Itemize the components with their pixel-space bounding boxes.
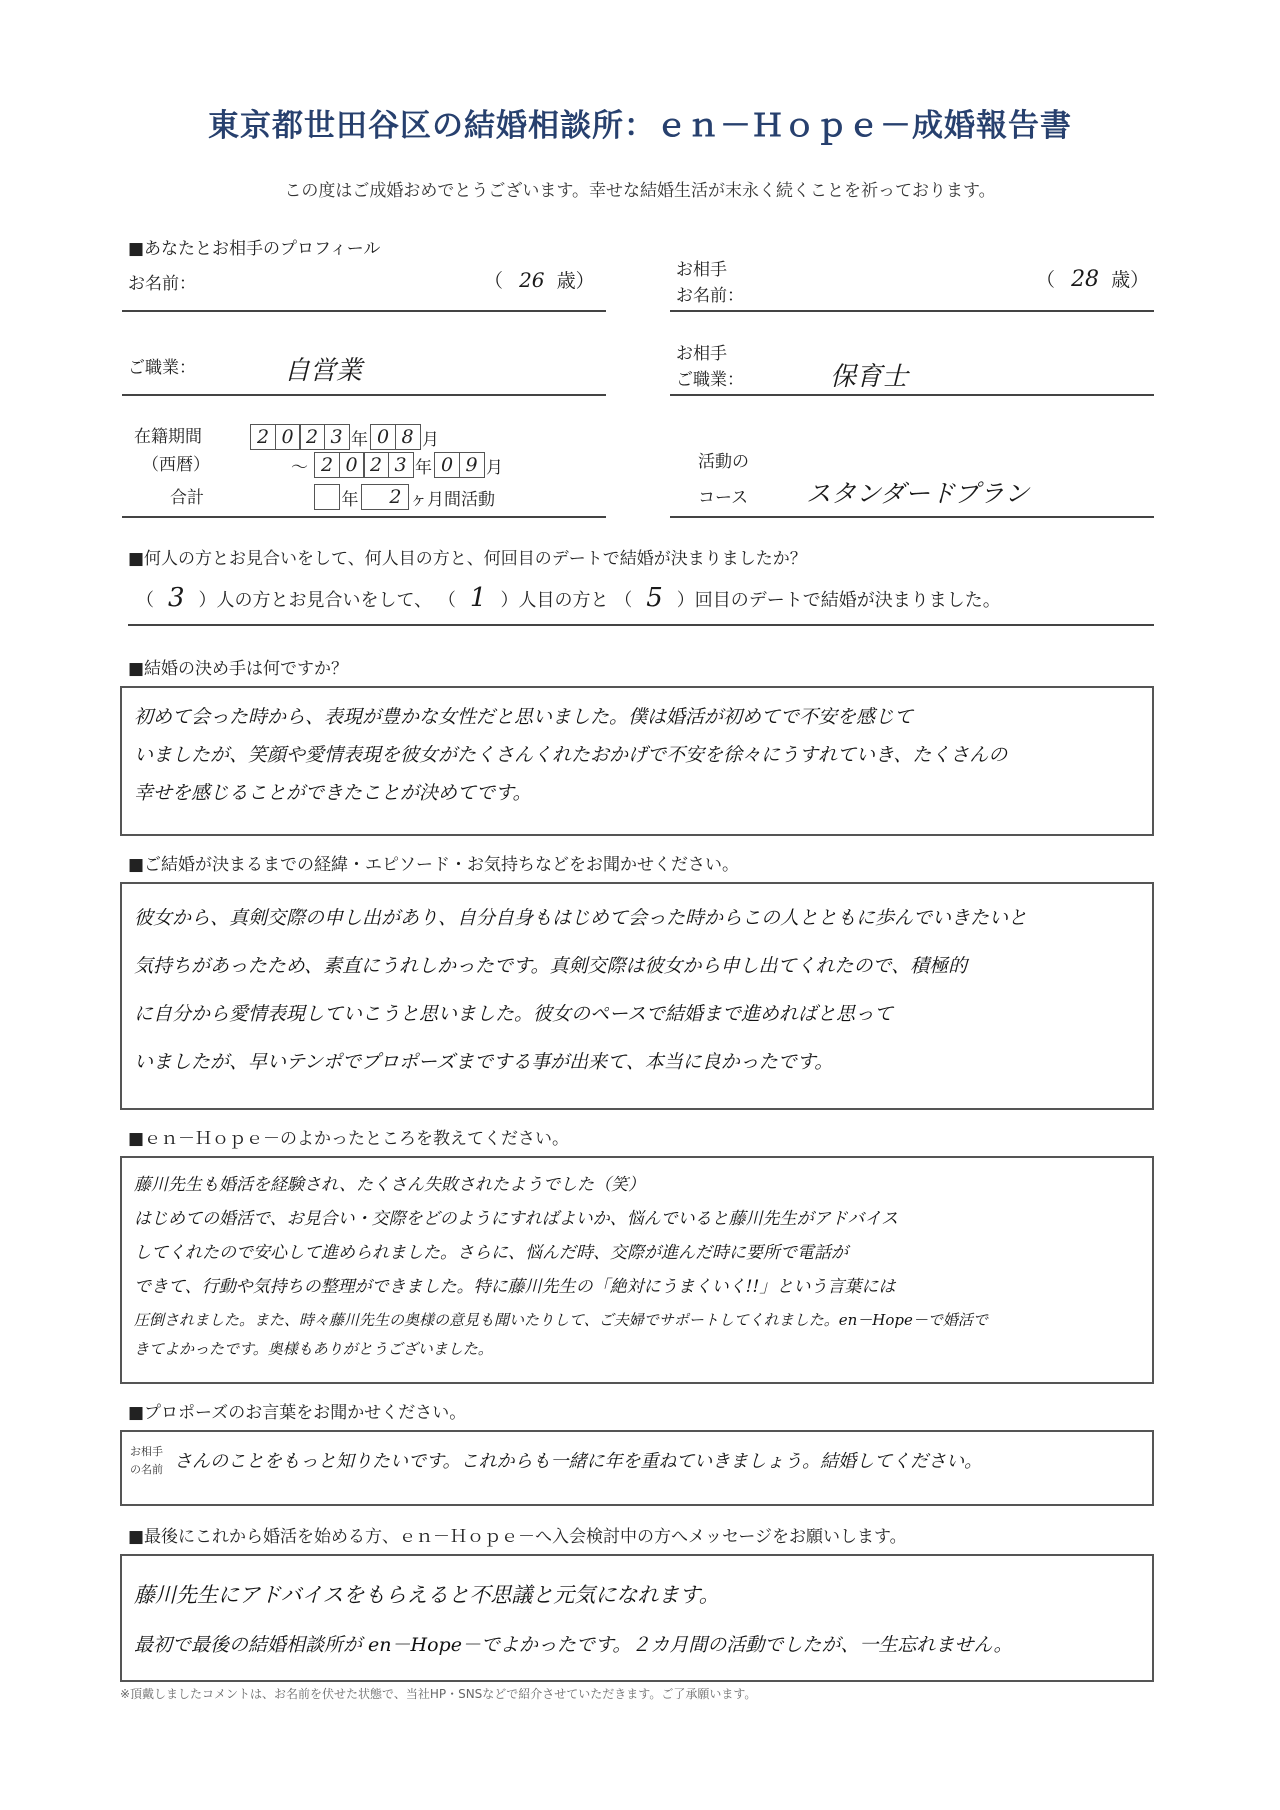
omiai-answer: （ 3 ）人の方とお見合いをして、 （ 1 ）人目の方と （ 5 ）回目のデートで結婚が決まりました。 xyxy=(136,583,1001,613)
partner-age-value: 28 xyxy=(1071,267,1100,292)
omiai-nth: 1 xyxy=(469,583,487,613)
end-month-unit: 月 xyxy=(486,457,503,478)
episode-answer-box xyxy=(120,882,1154,1110)
omiai-dates: 5 xyxy=(646,583,663,613)
course-underline xyxy=(670,516,1154,518)
decider-heading: ■結婚の決め手は何ですか？ xyxy=(128,659,349,679)
course-label-1: 活動の xyxy=(698,452,749,472)
enrollment-end xyxy=(288,452,505,478)
partner-name-underline xyxy=(670,310,1154,312)
start-month-digit: 8 xyxy=(395,424,421,450)
good-points-line: きてよかったです。奥様もありがとうございました。 xyxy=(134,1340,493,1358)
partner-age-field xyxy=(1036,268,1149,292)
enrollment-start xyxy=(250,424,441,450)
good-points-line: はじめての婚活で、お見合い・交際をどのようにすればよいか、悩んでいると藤川先生がアドバイス xyxy=(134,1209,899,1229)
end-year-digit: 3 xyxy=(388,452,414,478)
omiai-part-1: 人の方とお見合いをして、 xyxy=(216,590,433,611)
partner-job-label-2: ご職業： xyxy=(676,370,744,390)
decider-line: いましたが、笑顔や愛情表現を彼女がたくさんくれたおかげで不安を徐々にうすれていき、たくさんの xyxy=(134,744,1008,766)
omiai-people: 3 xyxy=(168,583,185,613)
start-month-unit: 月 xyxy=(422,429,439,450)
message-answer-box xyxy=(120,1554,1154,1682)
end-year-digit: 0 xyxy=(339,452,365,478)
profile-heading: ■あなたとお相手のプロフィール xyxy=(128,239,381,259)
total-months-box: 2 xyxy=(361,484,409,510)
episode-line: 気持ちがあったため、素直にうれしかったです。真剣交際は彼女から申し出てくれたので、積極的 xyxy=(134,955,968,977)
episode-line: いましたが、早いテンポでプロポーズまでする事が出来て、本当に良かったです。 xyxy=(134,1051,834,1073)
message-heading: ■最後にこれから婚活を始める方、ｅｎ－Ｈｏｐｅ－へ入会検討中の方へメッセージをお願いします。 xyxy=(128,1527,907,1547)
decider-answer-box xyxy=(120,686,1154,836)
decider-line: 幸せを感じることができたことが決めてです。 xyxy=(134,782,532,804)
start-year-digit: 2 xyxy=(299,424,325,450)
enrollment-underline xyxy=(122,516,606,518)
proposal-text: さんのことをもっと知りたいです。これからも一緒に年を重ねていきましょう。結婚してください。 xyxy=(174,1451,983,1472)
end-month-digit: 0 xyxy=(434,452,460,478)
partner-job-value: 保育士 xyxy=(830,362,909,392)
proposal-answer-box xyxy=(120,1430,1154,1506)
decider-line: 初めて会った時から、表現が豊かな女性だと思いました。僕は婚活が初めてで不安を感じて xyxy=(134,706,914,728)
footer-note: ※頂戴しましたコメントは、お名前を伏せた状態で、当社HP・SNSなどで紹介させていただきます。ご了承願います。 xyxy=(120,1687,757,1701)
start-year-digit: 3 xyxy=(324,424,350,450)
course-label-2: コース xyxy=(698,488,749,508)
job-label: ご職業： xyxy=(128,358,196,378)
total-suffix: ヶ月間活動 xyxy=(410,489,495,510)
good-points-line: してくれたので安心して進められました。さらに、悩んだ時、交際が進んだ時に要所で電話が xyxy=(134,1243,848,1263)
page-subtitle: この度はご成婚おめでとうございます。幸せな結婚生活が末永く続くことを祈っております。 xyxy=(284,181,996,201)
omiai-part-2: 人目の方と xyxy=(518,590,609,611)
proposal-partner-label-2: の名前 xyxy=(130,1463,163,1476)
enrollment-western-label: （西暦） xyxy=(142,455,210,475)
partner-name-label-1: お相手 xyxy=(676,260,727,280)
omiai-part-3: 回目のデートで結婚が決まりました。 xyxy=(694,590,1001,611)
enrollment-label: 在籍期間 xyxy=(134,427,202,447)
job-value: 自営業 xyxy=(284,356,363,386)
proposal-heading: ■プロポーズのお言葉をお聞かせください。 xyxy=(128,1403,467,1423)
job-underline xyxy=(122,394,606,396)
message-line: 最初で最後の結婚相談所が en－Hope－でよかったです。２カ月間の活動でしたが、一生忘れません。 xyxy=(134,1634,1013,1656)
enrollment-tilde: ～ xyxy=(291,457,308,478)
good-points-line: 圧倒されました。また、時々藤川先生の奥様の意見も聞いたりして、ご夫婦でサポートしてくれました。en－Hope－で婚活で xyxy=(134,1311,988,1329)
partner-age-open: （ xyxy=(1036,269,1056,291)
course-value: スタンダードプラン xyxy=(806,479,1030,508)
enrollment-total xyxy=(314,484,497,510)
good-points-line: できて、行動や気持ちの整理ができました。特に藤川先生の「絶対にうまくいく!!」という言葉には xyxy=(134,1277,896,1297)
age-close: 歳） xyxy=(556,270,595,292)
omiai-heading: ■何人の方とお見合いをして、何人目の方と、何回目のデートで結婚が決まりましたか？ xyxy=(128,549,807,569)
start-month-digit: 0 xyxy=(370,424,396,450)
age-field xyxy=(484,268,595,293)
episode-line: に自分から愛情表現していこうと思いました。彼女のペースで結婚まで進めればと思って xyxy=(134,1003,894,1025)
proposal-partner-label-1: お相手 xyxy=(130,1445,163,1458)
partner-age-close: 歳） xyxy=(1111,269,1150,291)
name-underline xyxy=(122,310,606,312)
end-month-digit: 9 xyxy=(459,452,485,478)
total-years-box xyxy=(314,484,340,510)
episode-line: 彼女から、真剣交際の申し出があり、自分自身もはじめて会った時からこの人とともに歩んでいきたいと xyxy=(134,907,1028,929)
page-title: 東京都世田谷区の結婚相談所：ｅｎ－Ｈｏｐｅ－成婚報告書 xyxy=(208,108,1072,144)
end-year-digit: 2 xyxy=(363,452,389,478)
name-label: お名前： xyxy=(128,274,196,294)
end-year-digit: 2 xyxy=(314,452,340,478)
partner-name-label-2: お名前： xyxy=(676,286,744,306)
start-year-digit: 0 xyxy=(275,424,301,450)
partner-job-underline xyxy=(670,394,1154,396)
omiai-underline xyxy=(128,624,1154,626)
end-year-unit: 年 xyxy=(415,457,432,478)
start-year-unit: 年 xyxy=(351,429,368,450)
good-points-heading: ■ｅｎ－Ｈｏｐｅ－のよかったところを教えてください。 xyxy=(128,1129,570,1149)
age-open: （ xyxy=(484,270,504,292)
total-year-unit: 年 xyxy=(341,489,359,510)
enrollment-total-label: 合計 xyxy=(170,488,204,508)
good-points-answer-box xyxy=(120,1156,1154,1384)
start-year-digit: 2 xyxy=(250,424,276,450)
good-points-line: 藤川先生も婚活を経験され、たくさん失敗されたようでした（笑） xyxy=(134,1175,646,1195)
age-value: 26 xyxy=(519,268,545,292)
message-line: 藤川先生にアドバイスをもらえると不思議と元気になれます。 xyxy=(134,1583,720,1607)
partner-job-label-1: お相手 xyxy=(676,344,727,364)
episode-heading: ■ご結婚が決まるまでの経緯・エピソード・お気持ちなどをお聞かせください。 xyxy=(128,855,740,875)
